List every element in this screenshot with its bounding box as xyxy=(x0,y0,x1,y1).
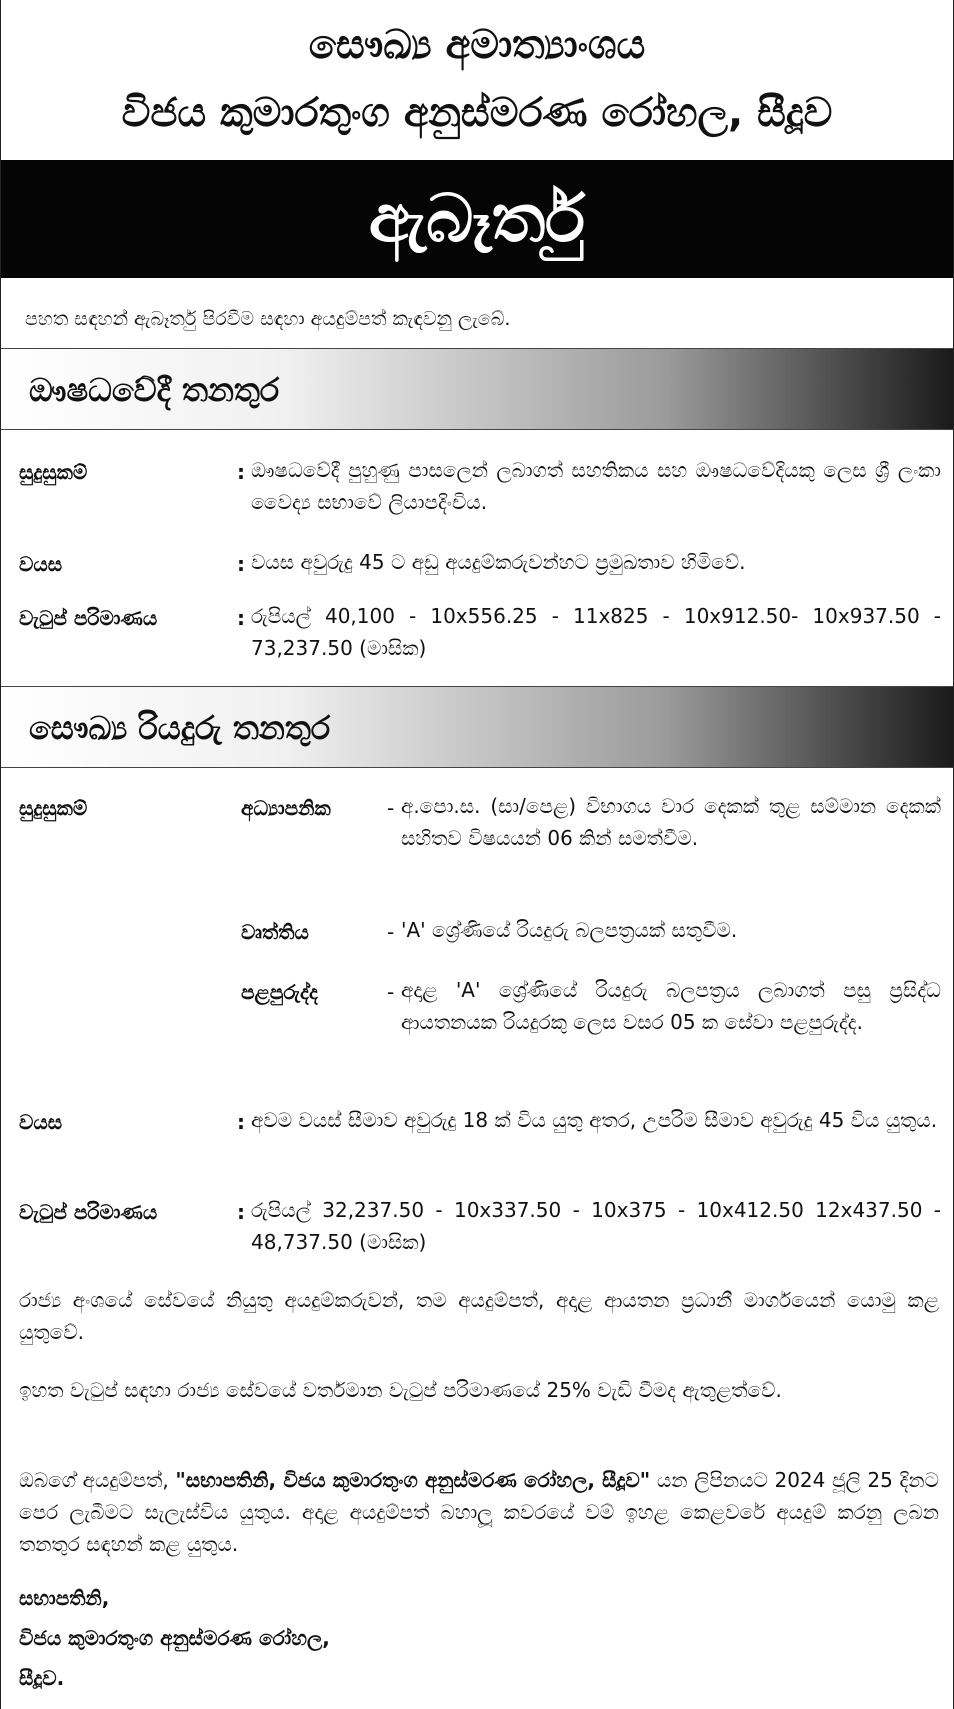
driver-qualifications-label: සුදුසුකම් xyxy=(19,796,88,820)
colon: : xyxy=(237,606,245,630)
pharmacist-qualifications-text: ඖෂධවේදී පුහුණු පාසලෙන් ලබාගත් සහතිකය සහ ඖෂධවේදියකු ලෙස ශ්‍රී ලංකා වෛද්‍ය සභාවේ ලියාපදිංචිය. xyxy=(251,458,941,514)
experience-text: අදාළ 'A' ශ්‍රේණියේ රියදුරු බලපත්‍රය ලබාගත් පසු ප්‍රසිද්ධ ආයතනයක රියදුරකු ලෙස වසර 05 ක සේවා පළපුරුද්ද. xyxy=(401,978,941,1034)
pharmacist-qualifications-label: සුදුසුකම් xyxy=(19,460,88,484)
note-text-end: යන ලිපිනයට 2024 ජූලි 25 දිනට පෙර ලැබීමට සැලැස්විය යුතුය. අදාළ අයදුම්පත් බහාලූ කවරයේ වම් ඉහළ කෙළවරේ අයදුම් කරනු ලබන තනතුර සඳහන් කළ යුතුය. xyxy=(19,1468,939,1556)
note-application-address xyxy=(19,1464,939,1560)
driver-salary-text: රුපියල් 32,237.50 - 10x337.50 - 10x375 - 10x412.50 12x437.50 - 48,737.50 (මාසික) xyxy=(251,1198,941,1254)
note-text-start: ඔබගේ අයදුම්පත්, xyxy=(19,1468,176,1492)
signature-town: සීදූව. xyxy=(19,1666,65,1690)
driver-age-text: අවම වයස් සීමාව අවුරුදු 18 ක් විය යුතු අතර, උපරිම සීමාව අවුරුදු 45 විය යුතුය. xyxy=(251,1108,938,1132)
pharmacist-age-text: වයස අවුරුදු 45 ට අඩු අයදුම්කරුවන්හට ප්‍රමුඛතාව හිමිවේ. xyxy=(251,550,746,574)
pharmacist-salary-text: රුපියල් 40,100 - 10x556.25 - 11x825 - 10x912.50- 10x937.50 - 73,237.50 (මාසික) xyxy=(251,604,941,660)
profession-label: වෘත්තිය xyxy=(241,920,309,944)
experience-label: පළපුරුද්ද xyxy=(241,980,318,1004)
pharmacist-salary-label: වැටුප් පරිමාණය xyxy=(19,606,158,630)
pharmacist-section-header xyxy=(1,348,953,430)
colon: : xyxy=(237,552,245,576)
dash: - xyxy=(387,980,395,1004)
signature-title: සභාපතිනි, xyxy=(19,1586,110,1610)
intro-text: පහත සඳහන් ඇබෑර්තු පිරවීම සඳහා අයදුම්පත් කැඳවනු ලැබේ. xyxy=(25,308,511,330)
dash: - xyxy=(387,796,395,820)
driver-section-header xyxy=(1,686,953,768)
dash: - xyxy=(387,920,395,944)
note-salary-increase: ඉහත වැටුප් සඳහා රාජ්‍ය සේවයේ වර්තමාන වැටුප් පරිමාණයේ 25% වැඩි වීමද ඇතුළත්වේ. xyxy=(19,1378,782,1402)
driver-age-label: වයස xyxy=(19,1110,63,1134)
hospital-address: "සභාපතිනි, විජය කුමාරතුංග අනුස්මරණ රෝහල, සීදූව" xyxy=(175,1468,651,1492)
vacancies-banner: ඇබෑර්තු xyxy=(1,160,953,278)
hospital-title: විජය කුමාරතුංග අනුස්මරණ රෝහල, සීදූව xyxy=(121,90,833,136)
note-government-applicants: රාජ්‍ය අංශයේ සේවයේ නියුතු අයදුම්කරුවන්, තම අයදුම්පත්, අදාළ ආයතන ප්‍රධානී මාර්ගයෙන් යොමු කළ යුතුවේ. xyxy=(19,1288,939,1344)
driver-title: සෞඛ්‍ය රියදුරු තනතුර xyxy=(29,709,331,747)
ministry-title: සෞඛ්‍ය අමාත්‍යාංශය xyxy=(308,22,646,68)
pharmacist-title: ඖෂධවේදී තනතුර xyxy=(29,371,280,409)
pharmacist-age-label: වයස xyxy=(19,552,63,576)
driver-salary-label: වැටුප් පරිමාණය xyxy=(19,1200,158,1224)
colon: : xyxy=(237,1110,245,1134)
colon: : xyxy=(237,1200,245,1224)
education-label: අධ්‍යාපනික xyxy=(241,796,331,820)
signature-hospital: විජය කුමාරතුංග අනුස්මරණ රෝහල, xyxy=(19,1626,330,1650)
education-text: අ.පො.ස. (සා/පෙළ) විභාගය වාර දෙකක් තුළ සම්මාන දෙකක් සහිතව විෂයයන් 06 කින් සමත්වීම. xyxy=(401,794,941,850)
profession-text: 'A' ශ්‍රේණියේ රියදුරු බලපත්‍රයක් සතුවීම. xyxy=(401,918,738,942)
colon: : xyxy=(237,460,245,484)
